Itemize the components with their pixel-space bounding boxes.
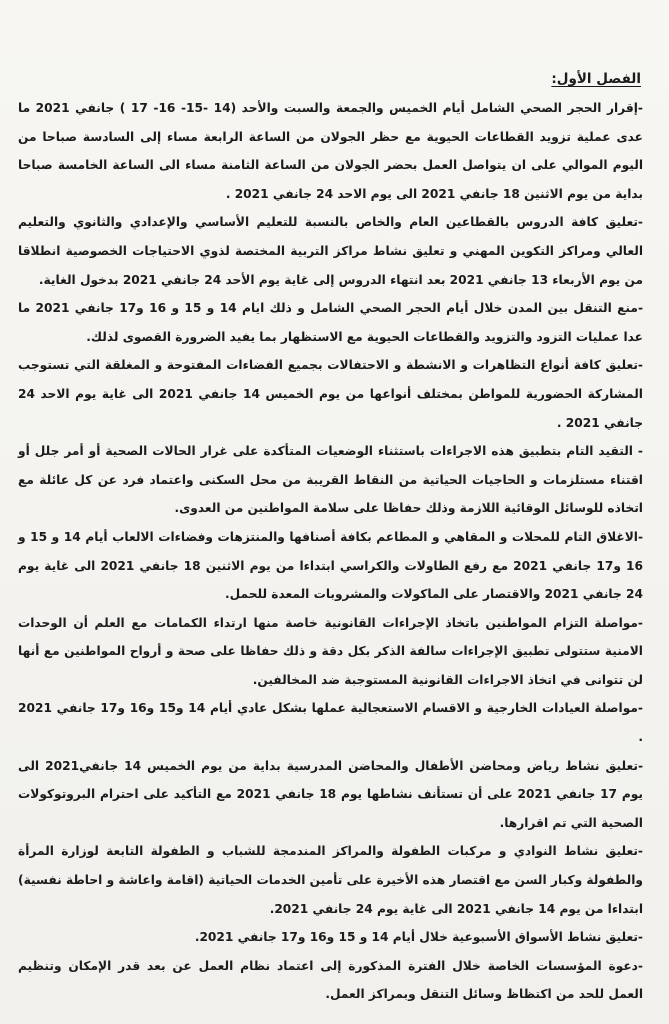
paragraph-events: -تعليق كافة أنواع التظاهرات و الانشطة و الاحتفالات بجميع الفضاءات المفتوحة و المغلقة التي تستوجب المشاركة الحضورية للمواطن بمختلف أنواعها من يوم الخميس 14 جانفي 2021 الى غاية يوم الاحد 24 جانفي 2021 . bbox=[18, 358, 643, 430]
paragraph-youth-clubs: -تعليق نشاط النوادي و مركبات الطفولة والمراكز المندمجة للشباب و الطفولة التابعة لوزارة المرأة والطفولة وكبار السن مع اقتصار هذه الأخيرة على تأمين الخدمات الحياتية (اقامة واعاشة و احاطة نفسية) ابتداءا من يوم 14 جانفي 2021 الى غاية يوم 24 جانفي 2021. bbox=[18, 844, 643, 916]
chapter-title: الفصل الأول: bbox=[551, 71, 641, 87]
paragraph-travel-ban: -منع التنقل بين المدن خلال أيام الحجر الصحي الشامل و ذلك ايام 14 و 15 و 16 و17 جانفي 2021 ما عدا عمليات التزود والتزويد والقطاعات الحيوية مع الاستظهار بما يفيد الضرورة القصوى لذلك. bbox=[18, 301, 644, 344]
paragraph-masks: -مواصلة التزام المواطنين باتخاذ الإجراءات القانونية خاصة منها ارتداء الكمامات مع العلم أن الوحدات الامنية ستتولى تطبيق الإجراءات سالفة الذكر بكل دقة و ذلك حفاظا على صحة و أرواح المواطنين مع أنها لن تتوانى في اتخاذ الاجراءات القانونية المستوجبة ضد المخالفين. bbox=[18, 615, 643, 687]
paragraph-weekly-markets: -تعليق نشاط الأسواق الأسبوعية خلال أيام 14 و 15 و16 و17 جانفي 2021. bbox=[194, 930, 643, 945]
paragraph-lockdown: -إقرار الحجر الصحي الشامل أيام الخميس والجمعة والسبت والأحد (14 -15- 16- 17 ) جانفي 2021 ما عدى عملية تزويد القطاعات الحيوية مع حظر الجولان من الساعة الرابعة مساء إلى السادسة صباحا من اليوم الموالي على ان يتواصل العمل بحضر الجولان من الساعة الثامنة مساء الى الساعة الخامسة صباحا بداية من يوم الاثنين 18 جانفي 2021 الى يوم الاحد 24 جانفي 2021 . bbox=[18, 101, 643, 201]
paragraph-schools: -تعليق كافة الدروس بالقطاعين العام والخاص بالنسبة للتعليم الأساسي والإعدادي والثانوي والتعليم العالي ومراكز التكوين المهني و تعليق نشاط مراكز التربية المختصة لذوي الاحتياجات الخصوصية انطلاقا من يوم الأربعاء 13 جانفي 2021 بعد انتهاء الدروس إلى غاية يوم الأحد 24 جانفي 2021 بدخول الغاية. bbox=[18, 215, 643, 287]
paragraph-compliance: - التقيد التام بتطبيق هذه الاجراءات باستثناء الوضعيات المتأكدة على غرار الحالات الصحية أو أمر جلل أو اقتناء مستلزمات و الحاجيات الحياتية من النقاط القريبة من محل السكنى واعتماد فرد عن كل عائلة مع اتخاذه للوسائل الوقائية اللازمة وذلك حفاظا على سلامة المواطنين من العدوى. bbox=[18, 444, 643, 516]
paragraph-nurseries: -تعليق نشاط رياض ومحاضن الأطفال والمحاضن المدرسية بداية من يوم الخميس 14 جانفي2021 الى يوم 17 جانفي 2021 على أن تستأنف نشاطها يوم 18 جانفي 2021 مع التأكيد على احترام البروتوكولات الصحية التي تم اقرارها. bbox=[18, 758, 644, 830]
paragraph-clinics: -مواصلة العيادات الخارجية و الاقسام الاستعجالية عملها بشكل عادي أيام 14 و15 و16 و17 جانفي 2021 . bbox=[18, 701, 643, 745]
paragraph-shops-closure: -الاغلاق التام للمحلات و المقاهي و المطاعم بكافة أصنافها والمنتزهات وفضاءات الالعاب أيام 14 و 15 و 16 و17 جانفي 2021 مع رفع الطاولات والكراسي ابتداءا من يوم الاثنين 18 جانفي 2021 الى غاية يوم 24 جانفي 2021 والاقتصار على الماكولات والمشروبات المعدة للحمل. bbox=[18, 529, 644, 602]
paragraph-remote-work: -دعوة المؤسسات الخاصة خلال الفترة المذكورة إلى اعتماد نظام العمل عن بعد قدر الإمكان وتنظيم العمل للحد من اكتظاظ وسائل التنقل وبمراكز العمل. bbox=[18, 958, 643, 1002]
